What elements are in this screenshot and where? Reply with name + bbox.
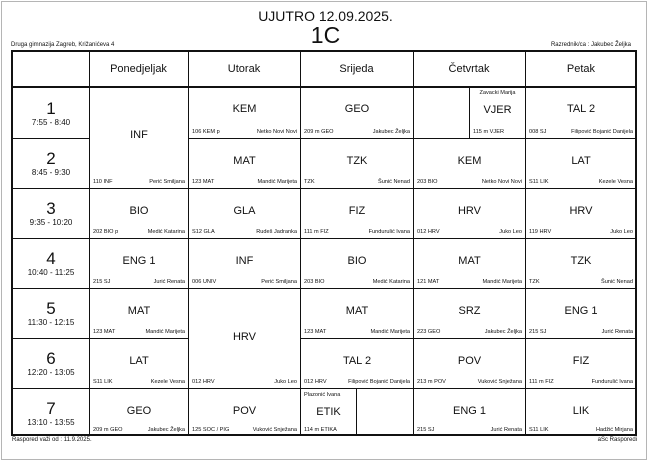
timetable-title: UJUTRO 12.09.2025.: [258, 8, 393, 24]
lesson-cell[interactable]: MAT 123 MAT Mandić Marijeta: [93, 305, 185, 335]
lesson-cell[interactable]: LAT S11 LIK Kezele Vesna: [93, 355, 185, 385]
lesson-cell[interactable]: POV 125 SOC / PIG Vuković Snježana: [192, 405, 297, 433]
lesson-cell[interactable]: TZK TZK Šunić Nenad: [529, 255, 633, 285]
lesson-cell[interactable]: ENG 1 215 SJ Jurić Renata: [93, 255, 185, 285]
day-header-fri: Petak: [566, 63, 596, 75]
lesson-cell[interactable]: MAT 121 MAT Mandić Marijeta: [417, 255, 522, 285]
lesson-cell[interactable]: MAT 123 MAT Mandić Marijeta: [304, 305, 410, 335]
lesson-cell[interactable]: INF 006 UNIV Perić Smiljana: [192, 255, 297, 285]
lesson-cell[interactable]: Zavacki Marija VJER 115 m VJER: [473, 90, 516, 135]
lesson-cell[interactable]: ENG 1 215 SJ Jurić Renata: [529, 305, 633, 335]
lesson-cell[interactable]: BIO 203 BIO Medić Katarina: [304, 255, 410, 285]
period-label: 2 8:45 - 9:30: [31, 149, 71, 177]
lesson-cell[interactable]: ENG 1 215 SJ Jurić Renata: [417, 405, 522, 433]
lesson-cell[interactable]: TAL 2 008 SJ Filipović Bojanić Danijela: [529, 103, 633, 135]
period-label: 7 13:10 - 13:55: [27, 399, 75, 427]
period-label: 5 11:30 - 12:15: [27, 299, 75, 327]
lesson-cell[interactable]: POV 213 m POV Vuković Snježana: [417, 355, 522, 385]
day-header-wed: Srijeda: [339, 63, 374, 75]
lesson-cell[interactable]: GEO 209 m GEO Jakubec Željka: [93, 405, 185, 433]
lesson-cell[interactable]: TZK TZK Šunić Nenad: [304, 155, 410, 185]
lesson-cell[interactable]: Plazonić Ivana ETIK 114 m ETIKA: [304, 392, 341, 433]
lesson-cell[interactable]: FIZ 111 m FIZ Fundurulić Ivana: [304, 205, 410, 235]
lesson-cell[interactable]: GLA S12 GLA Rudeš Jadranka: [192, 205, 297, 235]
period-label: 4 10:40 - 11:25: [27, 249, 75, 277]
lesson-cell[interactable]: LAT S11 LIK Kezele Vesna: [529, 155, 633, 185]
lesson-cell[interactable]: SRZ 223 GEO Jakubec Željka: [417, 305, 522, 335]
period-label: 6 12:20 - 13:05: [27, 349, 75, 377]
period-label: 3 9:35 - 10:20: [29, 199, 73, 227]
day-header-tue: Utorak: [227, 63, 261, 75]
lesson-cell[interactable]: HRV 012 HRV Juko Leo: [192, 331, 297, 385]
timetable-grid: [11, 50, 637, 436]
lesson-cell[interactable]: GEO 209 m GEO Jakubec Željka: [304, 103, 410, 135]
school-name: Druga gimnazija Zagreb, Križanićeva 4: [11, 42, 115, 48]
class-name: 1C: [310, 22, 341, 48]
day-header-thu: Četvrtak: [448, 63, 490, 75]
valid-from-note: Raspored važi od : 11.9.2025.: [12, 437, 92, 443]
lesson-cell[interactable]: BIO 202 BIO p Medić Katarina: [93, 205, 185, 235]
lesson-cell[interactable]: KEM 106 KEM p Netko Novi Novi: [192, 103, 297, 135]
lesson-cell[interactable]: HRV 119 HRV Juko Leo: [529, 205, 633, 235]
day-header-mon: Ponedjeljak: [110, 63, 167, 75]
lesson-cell[interactable]: TAL 2 012 HRV Filipović Bojanić Danijela: [304, 355, 410, 385]
lesson-cell[interactable]: FIZ 111 m FIZ Fundurulić Ivana: [529, 355, 633, 385]
period-label: 1 7:55 - 8:40: [31, 99, 71, 127]
lesson-cell[interactable]: LIK S11 LIK Hadžić Mirjana: [529, 405, 633, 433]
class-teacher: Razrednik/ca : Jakubec Željka: [550, 42, 631, 48]
software-credit: aSc Rasporedi: [597, 437, 637, 443]
lesson-cell[interactable]: INF 110 INF Perić Smiljana: [93, 129, 185, 185]
lesson-cell[interactable]: KEM 203 BIO Netko Novi Novi: [417, 155, 522, 185]
lesson-cell[interactable]: MAT 123 MAT Mandić Marijeta: [192, 155, 297, 185]
lesson-cell[interactable]: HRV 012 HRV Juko Leo: [417, 205, 522, 235]
